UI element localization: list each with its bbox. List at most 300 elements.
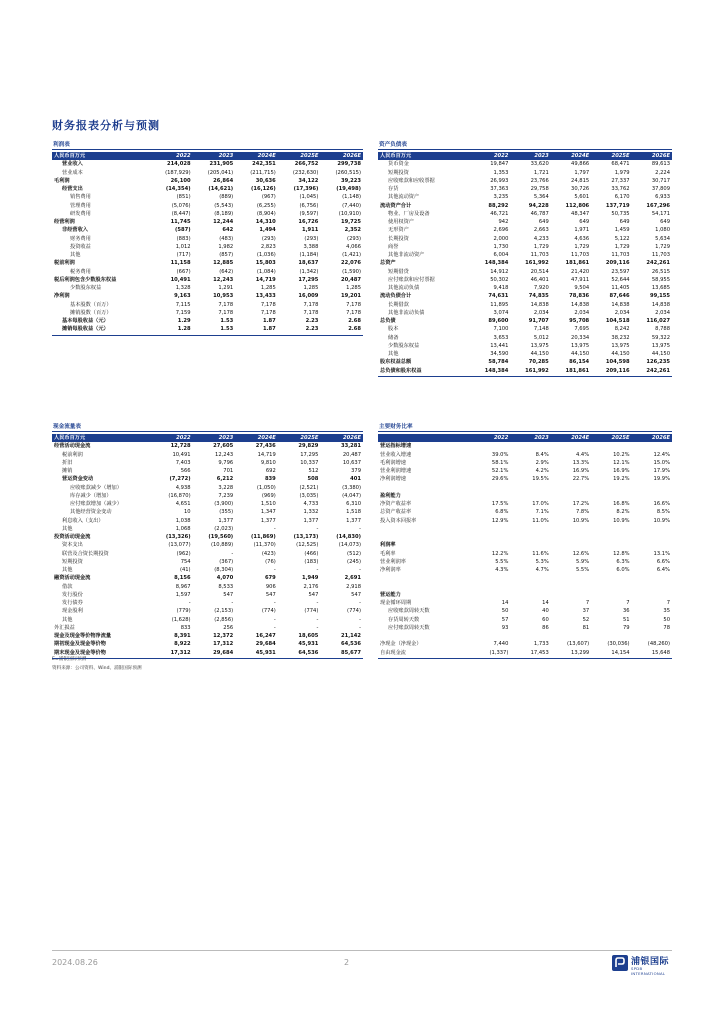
row-label: 毛利润 bbox=[54, 177, 70, 184]
row-value: (11,370) bbox=[253, 542, 276, 549]
row-value: 8,922 bbox=[174, 641, 191, 648]
row-label: 经营活动现金流 bbox=[54, 443, 91, 450]
row-value: 26,993 bbox=[490, 177, 509, 184]
income-statement-title: 利润表 bbox=[52, 141, 363, 150]
row-value: 9,163 bbox=[174, 293, 191, 300]
row-value: 11,703 bbox=[611, 252, 630, 258]
row-value: 1,597 bbox=[175, 591, 191, 598]
row-value: 3,653 bbox=[493, 334, 509, 341]
row-value: 8,788 bbox=[655, 326, 670, 333]
row-value: 6.4% bbox=[656, 567, 670, 573]
row-value: 15.0% bbox=[653, 459, 670, 466]
row-label: 管理费用 bbox=[70, 202, 91, 209]
row-value: 1,729 bbox=[614, 243, 630, 250]
row-value: 88,292 bbox=[488, 202, 509, 209]
row-value: 547 bbox=[223, 591, 234, 598]
row-value: (6,756) bbox=[299, 202, 319, 209]
header-year-cell: 2026E bbox=[320, 152, 363, 160]
row-value: (667) bbox=[176, 268, 191, 275]
row-value: 1,377 bbox=[303, 517, 319, 524]
note-source: 资料来源：公司资料、Wind、浦银国际预测 bbox=[52, 666, 142, 671]
row-value: (1,050) bbox=[256, 484, 276, 491]
row-value: 17,312 bbox=[213, 641, 234, 648]
row-value: 1,377 bbox=[218, 517, 234, 524]
header-year-cell: 2023 bbox=[193, 152, 236, 160]
table-row bbox=[378, 334, 672, 342]
row-value: 1,068 bbox=[175, 525, 191, 532]
table-row bbox=[378, 193, 672, 201]
row-value: 181,861 bbox=[565, 260, 590, 267]
row-label: 其他 bbox=[388, 351, 399, 357]
row-label: 经营利润 bbox=[54, 219, 75, 225]
table-header-row bbox=[378, 434, 672, 442]
row-value: 1,291 bbox=[218, 285, 234, 291]
table-row bbox=[52, 508, 363, 516]
row-value: 10.9% bbox=[572, 517, 590, 524]
row-value: (205,041) bbox=[207, 169, 234, 176]
row-label: 自由现金流 bbox=[380, 649, 406, 656]
header-year-cell: 2022 bbox=[470, 152, 510, 160]
row-value: 74,835 bbox=[528, 293, 549, 300]
table-row bbox=[52, 624, 363, 632]
row-value: 1,353 bbox=[493, 169, 509, 176]
row-value: (14,354) bbox=[165, 186, 191, 192]
row-value: 13,975 bbox=[611, 342, 630, 349]
logo-name: 浦银国际 bbox=[631, 957, 670, 967]
row-value: 1.28 bbox=[177, 326, 191, 333]
row-value: 78 bbox=[663, 624, 670, 631]
row-value: 12,244 bbox=[213, 219, 234, 225]
row-value: (969) bbox=[261, 492, 276, 499]
row-value: 839 bbox=[264, 476, 276, 483]
row-label: 营业利润率 bbox=[380, 558, 406, 565]
row-label bbox=[378, 583, 470, 591]
row-value: - bbox=[359, 525, 361, 532]
row-value: 14,838 bbox=[651, 301, 670, 308]
row-label: 税务费用 bbox=[70, 268, 91, 275]
row-value: (11,869) bbox=[251, 534, 276, 540]
table-row bbox=[52, 160, 363, 168]
row-value: 8,533 bbox=[218, 583, 234, 590]
row-value: 89,600 bbox=[488, 318, 509, 324]
row-value: 33,281 bbox=[340, 443, 361, 450]
row-value: 39,223 bbox=[340, 177, 361, 184]
table-row bbox=[52, 533, 363, 541]
row-value: 6.8% bbox=[495, 509, 509, 516]
row-value bbox=[470, 583, 510, 591]
row-value: 1,730 bbox=[493, 243, 509, 250]
row-value: (717) bbox=[176, 252, 191, 258]
row-label: 短期投资 bbox=[388, 169, 409, 176]
row-label: 盈利能力 bbox=[380, 492, 401, 499]
row-label: 融资活动现金流 bbox=[54, 575, 91, 582]
table-row bbox=[378, 292, 672, 300]
row-label: 营运资金变动 bbox=[62, 476, 94, 483]
row-value: 10,337 bbox=[300, 459, 319, 466]
row-value bbox=[551, 492, 591, 500]
row-value: 1,729 bbox=[655, 243, 670, 250]
table-row bbox=[52, 632, 363, 640]
row-value: 17.2% bbox=[572, 501, 590, 507]
row-value bbox=[591, 583, 631, 591]
row-value: 1,328 bbox=[175, 285, 191, 291]
row-label: 应收账款和应收票据 bbox=[388, 177, 435, 184]
row-value: 13,975 bbox=[571, 342, 590, 349]
row-value: 7,178 bbox=[260, 309, 276, 316]
footer-date: 2024.08.26 bbox=[52, 958, 98, 967]
row-label: 净利润增速 bbox=[380, 476, 406, 483]
row-value bbox=[510, 492, 550, 500]
row-value: 14 bbox=[542, 600, 549, 606]
table-row bbox=[378, 533, 672, 541]
row-label: 流动资产合计 bbox=[380, 202, 412, 209]
row-value: (13,607) bbox=[566, 641, 590, 648]
row-value: 2.68 bbox=[348, 326, 361, 333]
row-value: (587) bbox=[175, 227, 191, 234]
row-value: 52,644 bbox=[611, 276, 630, 283]
row-value bbox=[632, 442, 672, 450]
row-value: 1,797 bbox=[574, 169, 590, 176]
row-value: 1,733 bbox=[533, 641, 549, 648]
row-value: 18,637 bbox=[298, 260, 319, 267]
row-value: (3,035) bbox=[299, 492, 319, 499]
row-value: 5,634 bbox=[655, 235, 670, 242]
table-row bbox=[52, 616, 363, 624]
row-value: 3,228 bbox=[218, 484, 234, 491]
row-value: 7,178 bbox=[303, 309, 319, 316]
row-value: 754 bbox=[180, 558, 191, 565]
row-label bbox=[378, 533, 470, 541]
row-value: (483) bbox=[219, 235, 234, 242]
row-value: 79 bbox=[622, 624, 630, 631]
row-value: 11,158 bbox=[170, 260, 191, 267]
row-value bbox=[510, 632, 550, 640]
row-value: 7,440 bbox=[493, 641, 509, 648]
row-value: 10.2% bbox=[613, 451, 630, 458]
row-value: (962) bbox=[176, 550, 191, 557]
row-value: 10,953 bbox=[213, 293, 234, 300]
table-row bbox=[378, 358, 672, 366]
row-value: - bbox=[316, 600, 319, 606]
row-value: 3,388 bbox=[303, 243, 319, 250]
row-value bbox=[632, 533, 672, 541]
row-value: 14,838 bbox=[530, 301, 549, 308]
cashflow-title: 现金流量表 bbox=[52, 423, 363, 432]
row-value: 23,597 bbox=[611, 268, 630, 275]
table-row bbox=[378, 442, 672, 450]
row-value: 692 bbox=[265, 468, 276, 474]
row-value bbox=[591, 492, 631, 500]
row-label: 总资产 bbox=[380, 260, 396, 267]
row-value: (3,900) bbox=[214, 501, 234, 507]
row-label: 净利润率 bbox=[380, 567, 401, 573]
row-value: 104,518 bbox=[605, 318, 630, 324]
table-row bbox=[52, 292, 363, 300]
row-value: 148,384 bbox=[484, 367, 509, 374]
row-label: 存货 bbox=[388, 186, 399, 192]
row-label: 应付账款周转天数 bbox=[388, 624, 430, 631]
row-value: 649 bbox=[660, 219, 670, 225]
row-value: (7,440) bbox=[342, 202, 361, 209]
row-value: 2,034 bbox=[574, 309, 590, 316]
row-label: 现金股利 bbox=[62, 608, 83, 615]
table-row bbox=[52, 475, 363, 483]
row-value: 5.9% bbox=[575, 558, 590, 565]
row-value: (14,073) bbox=[338, 542, 361, 549]
row-value: 649 bbox=[619, 219, 630, 225]
row-value: (967) bbox=[261, 194, 276, 201]
row-value: 4.7% bbox=[535, 567, 549, 573]
row-value: 13,441 bbox=[490, 342, 509, 349]
row-value: 7,115 bbox=[175, 301, 191, 308]
row-value: 51 bbox=[622, 616, 630, 623]
row-value: 547 bbox=[265, 591, 276, 598]
table-row bbox=[378, 624, 672, 632]
row-value: 8.4% bbox=[535, 451, 549, 458]
table-row bbox=[378, 616, 672, 624]
row-value: 14,719 bbox=[255, 276, 276, 283]
row-value bbox=[551, 442, 591, 450]
row-value: 547 bbox=[351, 591, 361, 598]
row-value: 299,738 bbox=[337, 161, 361, 168]
row-value: 116,027 bbox=[646, 318, 670, 324]
header-year-cell: 2024E bbox=[235, 152, 278, 160]
row-value: - bbox=[273, 600, 276, 606]
row-value: 13,433 bbox=[255, 293, 276, 300]
row-value: 1,949 bbox=[301, 575, 319, 582]
row-value: 93 bbox=[501, 624, 509, 631]
row-value: 1,038 bbox=[175, 517, 191, 524]
row-value: 23,766 bbox=[530, 177, 549, 184]
row-value bbox=[591, 591, 631, 599]
row-label: 发行债券 bbox=[62, 600, 83, 606]
row-value: 2,696 bbox=[493, 227, 509, 234]
row-value: 13,299 bbox=[571, 649, 590, 656]
row-value: 30,717 bbox=[651, 177, 670, 184]
table-row bbox=[52, 484, 363, 492]
row-value: 50 bbox=[663, 616, 670, 623]
row-value: 9,810 bbox=[260, 459, 276, 466]
row-label: 摊销每股收益（元） bbox=[62, 326, 109, 333]
row-value bbox=[551, 583, 591, 591]
row-value: 44,150 bbox=[530, 351, 549, 357]
row-value: 1,518 bbox=[346, 509, 361, 516]
row-value: 15,803 bbox=[255, 260, 276, 267]
row-value bbox=[551, 591, 591, 599]
row-value: 16,009 bbox=[298, 293, 319, 300]
row-label: 营业收入 bbox=[62, 161, 83, 168]
row-value: 34,122 bbox=[298, 177, 319, 184]
table-row bbox=[52, 525, 363, 533]
row-value: 7,178 bbox=[218, 301, 234, 308]
row-value: (512) bbox=[347, 550, 361, 557]
row-value: - bbox=[273, 567, 276, 573]
row-value: 7,178 bbox=[346, 301, 361, 308]
row-value: (1,036) bbox=[256, 252, 276, 258]
row-value: 6,212 bbox=[216, 476, 234, 483]
row-value: 74,631 bbox=[488, 293, 509, 300]
row-value: 4,636 bbox=[574, 235, 590, 242]
row-value bbox=[632, 541, 672, 549]
row-value: 13,685 bbox=[651, 285, 670, 291]
row-value: 13,975 bbox=[530, 342, 549, 349]
row-value: 12.6% bbox=[572, 550, 590, 557]
row-label: 税后利润包含少数股东权益 bbox=[54, 276, 117, 283]
row-value: 12,372 bbox=[213, 633, 234, 639]
row-value: 38,232 bbox=[611, 334, 630, 341]
row-value: 11.0% bbox=[532, 517, 549, 524]
footer-divider bbox=[52, 950, 672, 951]
row-value: 16.8% bbox=[613, 501, 630, 507]
row-label bbox=[378, 484, 470, 492]
row-value: 26,864 bbox=[213, 177, 234, 184]
row-value: 64,536 bbox=[340, 641, 361, 648]
row-value: 3,074 bbox=[493, 309, 509, 316]
row-value: 10.9% bbox=[653, 517, 670, 524]
table-row bbox=[378, 160, 672, 168]
row-value: 19,847 bbox=[490, 161, 509, 168]
row-value: 7,159 bbox=[175, 309, 191, 316]
row-value: 4,070 bbox=[216, 575, 234, 582]
row-value: (779) bbox=[176, 608, 191, 615]
row-value: 10 bbox=[183, 509, 191, 516]
row-value: 3,235 bbox=[493, 194, 509, 201]
row-value: (774) bbox=[304, 608, 319, 615]
row-value: 5,601 bbox=[574, 194, 590, 201]
row-value bbox=[510, 484, 550, 492]
row-value: 37,363 bbox=[490, 186, 509, 192]
row-label: 现金循环周期 bbox=[380, 600, 412, 606]
row-value: (642) bbox=[219, 268, 234, 275]
row-value: 161,992 bbox=[525, 260, 549, 267]
row-value: 12,885 bbox=[213, 260, 234, 267]
row-value: 242,261 bbox=[646, 367, 670, 374]
row-value: 679 bbox=[264, 575, 276, 582]
row-value: 2,691 bbox=[344, 575, 361, 582]
table-row bbox=[52, 169, 363, 177]
row-value: 17,312 bbox=[170, 649, 191, 656]
table-row bbox=[52, 309, 363, 317]
row-value: 94,228 bbox=[528, 202, 549, 209]
table-row bbox=[52, 517, 363, 525]
row-value: 50,735 bbox=[611, 210, 630, 217]
row-value: 52.1% bbox=[491, 468, 509, 474]
row-value: 24,815 bbox=[571, 177, 590, 184]
row-value: (41) bbox=[179, 567, 191, 573]
row-value: 86 bbox=[542, 624, 549, 631]
row-value: 12.9% bbox=[491, 517, 509, 524]
row-value: 19.2% bbox=[613, 476, 630, 483]
row-label: 其他流动负债 bbox=[388, 285, 420, 291]
row-value: 11,703 bbox=[571, 252, 590, 258]
row-value bbox=[470, 492, 510, 500]
row-label: 其他 bbox=[62, 525, 73, 532]
row-value: - bbox=[359, 567, 361, 573]
row-value: (5,543) bbox=[214, 202, 234, 209]
table-row bbox=[378, 558, 672, 566]
row-value: (8,304) bbox=[214, 567, 234, 573]
row-value: (13,326) bbox=[165, 534, 191, 540]
row-value: 2.68 bbox=[348, 318, 361, 324]
row-value: 1.53 bbox=[220, 326, 234, 333]
row-label: 毛利润增速 bbox=[380, 459, 406, 466]
row-label: 无形资产 bbox=[388, 227, 409, 234]
table-row bbox=[378, 218, 672, 226]
row-value: (9,597) bbox=[299, 210, 319, 217]
row-value: 30,726 bbox=[571, 186, 590, 192]
ratios-title: 主要财务比率 bbox=[378, 423, 672, 432]
table-row bbox=[378, 583, 672, 591]
row-value: 7,403 bbox=[175, 459, 191, 466]
table-header-row bbox=[52, 152, 363, 160]
row-value bbox=[632, 632, 672, 640]
row-label: 利息收入（支出） bbox=[62, 517, 104, 524]
table-row bbox=[52, 591, 363, 599]
row-value: (466) bbox=[304, 550, 319, 557]
row-value: (1,421) bbox=[342, 252, 361, 258]
table-row bbox=[378, 259, 672, 267]
row-value: 18,605 bbox=[298, 633, 319, 639]
row-value bbox=[510, 541, 550, 549]
row-value: (2,521) bbox=[299, 484, 319, 491]
row-value: 2.9% bbox=[535, 459, 549, 466]
row-label: 非经营收入 bbox=[62, 227, 88, 234]
row-value: 6,004 bbox=[493, 252, 509, 258]
row-value: 1,979 bbox=[614, 169, 630, 176]
table-row bbox=[378, 517, 672, 525]
row-label: 税前利润 bbox=[62, 451, 83, 458]
row-value: - bbox=[359, 616, 361, 623]
table-row bbox=[378, 541, 672, 549]
row-label: 应付账款增加（减少） bbox=[70, 501, 122, 507]
row-value: 11,703 bbox=[530, 252, 549, 258]
row-value: 8,391 bbox=[174, 633, 191, 639]
row-value: 19.9% bbox=[653, 476, 670, 483]
row-value: 1,285 bbox=[303, 285, 319, 291]
row-value: 47,911 bbox=[571, 276, 590, 283]
row-value: 1.87 bbox=[262, 318, 276, 324]
row-label: 货币资金 bbox=[388, 161, 409, 168]
row-value: 1,012 bbox=[175, 243, 191, 250]
row-value: 942 bbox=[498, 219, 509, 225]
row-value: (423) bbox=[261, 550, 276, 557]
row-value: 16,726 bbox=[298, 219, 319, 225]
row-value: 36 bbox=[622, 608, 630, 615]
table-header-row bbox=[52, 434, 363, 442]
row-value: 20,334 bbox=[571, 334, 590, 341]
table-row bbox=[52, 317, 363, 325]
row-value: 16.9% bbox=[572, 468, 590, 474]
row-value: 22,076 bbox=[340, 260, 361, 267]
row-label: 应收账款周转天数 bbox=[388, 608, 430, 615]
row-label: 股本 bbox=[388, 326, 399, 333]
row-value: (14,621) bbox=[208, 186, 234, 192]
row-value bbox=[591, 541, 631, 549]
row-value: 29,684 bbox=[213, 649, 234, 656]
row-value: 1.53 bbox=[220, 318, 234, 324]
row-value bbox=[632, 574, 672, 582]
row-label: 总负债和股东权益 bbox=[380, 367, 422, 374]
row-value: 45,931 bbox=[298, 641, 319, 648]
table-row bbox=[378, 350, 672, 358]
row-value: 13.1% bbox=[653, 550, 670, 557]
row-value: (1,184) bbox=[299, 252, 319, 258]
row-value: (774) bbox=[347, 608, 361, 615]
row-value: 17,295 bbox=[298, 276, 319, 283]
row-label: 营业利润增速 bbox=[380, 468, 412, 474]
row-value: 2,224 bbox=[655, 169, 670, 176]
row-value: 37,809 bbox=[651, 186, 670, 192]
